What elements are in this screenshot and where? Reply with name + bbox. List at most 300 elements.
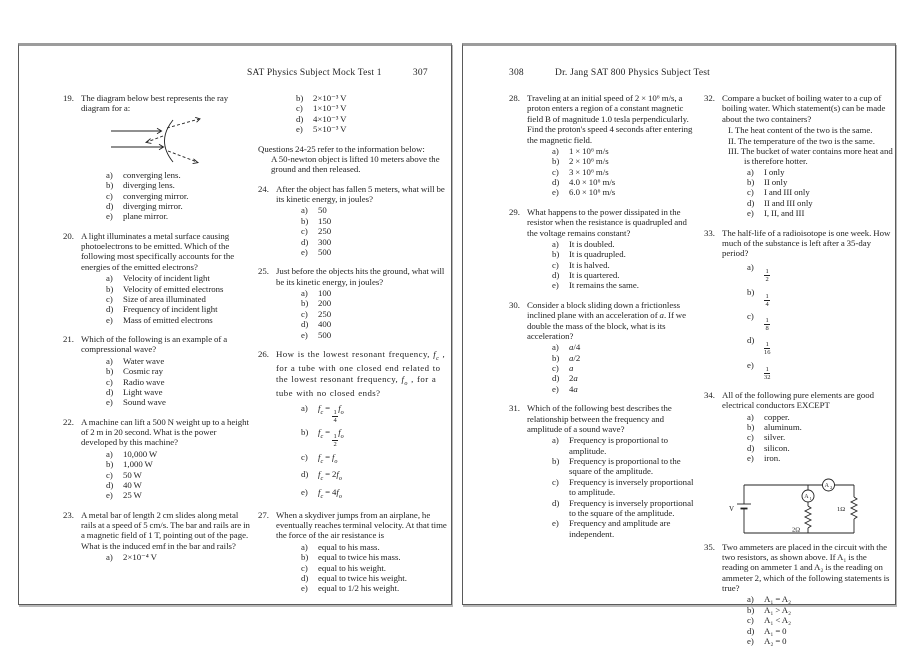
option-text: equal to 1/2 his weight.	[318, 583, 400, 594]
option-text: It is doubled.	[569, 238, 615, 249]
question-block	[258, 349, 447, 501]
option-text: a/4	[569, 342, 581, 353]
question-stem: How is the lowest resonant frequency, $f_c$ , for a tube with one closed end related to the lowest resonant frequency, $f_o$ , for a tube with no closed ends?	[276, 348, 446, 398]
option-label: d)	[552, 373, 560, 384]
option-item	[81, 211, 252, 221]
option-label: d)	[301, 319, 309, 330]
option-item	[81, 180, 252, 190]
option-label: d)	[747, 197, 755, 208]
option-text: II only	[764, 177, 788, 187]
option-item	[81, 490, 252, 500]
info-line: Questions 24-25 refer to the information below:	[258, 143, 425, 154]
option-item	[276, 452, 447, 466]
option-item	[81, 449, 252, 459]
option-label: e)	[301, 583, 308, 594]
question-block	[63, 510, 252, 563]
option-label: d)	[747, 625, 755, 636]
option-text: 250	[318, 226, 332, 237]
option-label: d)	[106, 479, 114, 490]
option-item	[276, 103, 447, 113]
question-stem: A metal bar of length 2 cm slides along metal rails at a speed of 5 cm/s. The bar and rails are in a magnetic field of 1 T, pointing out of the page. What is the induced emf in the bar and rails?	[81, 509, 250, 551]
option-text: $f_c$ = $\frac{1}{2}$ $f_o$	[318, 427, 344, 449]
option-text: 200	[318, 298, 332, 309]
option-text: Velocity of emitted electrons	[123, 283, 224, 294]
option-label: e)	[747, 635, 754, 646]
option-label: c)	[552, 363, 559, 373]
options-list	[527, 342, 698, 394]
option-label: e)	[106, 314, 113, 325]
option-item	[81, 377, 252, 387]
question-stem: Compare a bucket of boiling water to a cup of boiling water. Which statement(s) can be made about the two containers?	[722, 93, 886, 124]
option-label: d)	[552, 497, 560, 508]
running-title: Dr. Jang SAT 800 Physics Subject Test	[555, 68, 710, 78]
option-text: 100	[318, 288, 332, 298]
option-item	[527, 342, 698, 352]
option-label: a)	[552, 435, 559, 446]
option-text: diverging mirror.	[123, 200, 183, 211]
option-text: 300	[318, 236, 332, 247]
option-text: equal to twice his weight.	[318, 572, 407, 583]
question-body	[276, 510, 447, 594]
option-label: c)	[106, 293, 113, 304]
option-label: a)	[552, 145, 559, 156]
option-label: e)	[301, 246, 308, 257]
page-number: 308	[509, 68, 524, 78]
page-left	[18, 43, 452, 605]
option-label: a)	[747, 594, 754, 605]
option-label: c)	[552, 259, 559, 270]
column-left-2	[258, 93, 447, 603]
option-label: e)	[552, 187, 559, 198]
question-body	[722, 390, 893, 464]
option-label: a)	[747, 262, 754, 273]
question-body	[527, 207, 698, 291]
option-label: e)	[552, 518, 559, 529]
option-label: b)	[552, 456, 560, 466]
option-text: 400	[318, 319, 332, 330]
question-body	[81, 231, 252, 325]
option-item	[81, 315, 252, 325]
option-label: e)	[747, 208, 754, 219]
options-list	[722, 412, 893, 464]
option-item	[276, 124, 447, 134]
option-label: a)	[301, 541, 308, 552]
option-item	[722, 636, 893, 646]
question-number: 32.	[704, 93, 715, 103]
option-item	[276, 288, 447, 298]
question-body	[527, 300, 698, 394]
option-text: Light wave	[123, 386, 163, 397]
option-text: silver.	[764, 432, 786, 443]
option-item	[527, 187, 698, 197]
figure-circuit-diagram	[728, 473, 893, 539]
option-label: c)	[552, 166, 559, 177]
option-label: a)	[552, 342, 559, 353]
option-label: c)	[301, 226, 308, 237]
option-item	[527, 239, 698, 249]
option-text: 1×10⁻³ V	[313, 103, 347, 114]
option-item	[722, 287, 893, 308]
option-text: It is halved.	[569, 259, 610, 270]
option-text: A₁ = 0	[764, 625, 787, 636]
option-label: c)	[301, 308, 308, 319]
option-item	[276, 573, 447, 583]
option-label: d)	[301, 572, 309, 583]
option-text: 1,000 W	[123, 459, 153, 470]
option-text: Size of area illuminated	[123, 293, 206, 304]
question-stem: Which of the following is an example of a compressional wave?	[81, 334, 228, 355]
option-item	[527, 477, 698, 498]
option-text: $\frac{1}{2}$	[765, 268, 769, 284]
option-label: e)	[301, 486, 308, 497]
question-body	[81, 417, 252, 501]
question-stem: When a skydiver jumps from an airplane, he eventually reaches terminal velocity. At that time the force of the air resistance is	[276, 509, 447, 541]
question-stem: Two ammeters are placed in the circuit with the two resistors, as shown above. If A₁ is the reading on ammeter 1 and A₂ is the reading on ammeter 2, which of the following statements is true?	[722, 541, 890, 594]
option-item	[722, 615, 893, 625]
question-number: 29.	[509, 206, 520, 217]
question-stem: Consider a block sliding down a frictionless inclined plane with an acceleration of a. If we double the mass of the block, what is its acceleration?	[527, 299, 687, 341]
option-text: Frequency and amplitude are independent.	[569, 518, 671, 539]
question-block	[704, 390, 893, 464]
options-list	[527, 435, 698, 539]
option-label: d)	[301, 469, 309, 480]
option-text: diverging lens.	[123, 180, 175, 191]
question-body	[527, 93, 698, 198]
option-item	[276, 309, 447, 319]
option-item	[722, 605, 893, 615]
option-label: d)	[301, 236, 309, 247]
question-number: 22.	[63, 416, 74, 427]
option-label: c)	[296, 103, 303, 114]
option-item	[276, 298, 447, 308]
option-text: Radio wave	[123, 376, 165, 387]
option-text: 40 W	[123, 479, 142, 490]
info-line: A 50-newton object is lifted 10 meters above the ground and then released.	[271, 153, 440, 175]
option-text: 2a	[569, 373, 578, 384]
question-body	[722, 93, 893, 219]
option-text: $f_c = 4f_o$	[318, 486, 342, 500]
question-number: 34.	[704, 389, 715, 400]
option-label: e)	[747, 359, 754, 370]
option-label: b)	[301, 298, 309, 309]
option-item	[81, 470, 252, 480]
option-label: c)	[552, 476, 559, 487]
option-text: 500	[318, 329, 332, 340]
option-item	[276, 469, 447, 483]
statement-line: I. The heat content of the two is the same.	[728, 125, 873, 136]
question-number: 25.	[258, 266, 269, 277]
option-item	[527, 384, 698, 394]
figure-ray-diagram	[97, 117, 252, 165]
question-stem: Which of the following best describes the relationship between the frequency and amplitude of a sound wave?	[527, 403, 672, 434]
options-list	[722, 594, 893, 646]
option-text: Cosmic ray	[123, 366, 164, 377]
option-text: copper.	[764, 411, 790, 422]
option-label: c)	[301, 562, 308, 573]
question-body	[722, 542, 893, 647]
option-item	[527, 280, 698, 290]
option-text: II and III only	[764, 197, 813, 208]
question-block	[509, 207, 698, 291]
option-item	[81, 284, 252, 294]
question-body	[722, 228, 893, 381]
question-number: 24.	[258, 183, 269, 194]
option-item	[527, 498, 698, 519]
option-item	[527, 363, 698, 373]
option-item	[81, 294, 252, 304]
option-item	[81, 366, 252, 376]
svg-text:1Ω: 1Ω	[837, 505, 846, 513]
option-text: 25 W	[123, 490, 142, 501]
option-label: b)	[301, 427, 309, 438]
option-item	[276, 237, 447, 247]
option-item	[527, 177, 698, 187]
option-item	[81, 552, 252, 562]
option-item	[81, 356, 252, 366]
option-label: b)	[301, 215, 309, 226]
question-number: 19.	[63, 93, 74, 103]
question-block	[258, 266, 447, 340]
svg-text:2Ω: 2Ω	[792, 526, 801, 534]
option-label: c)	[106, 190, 113, 201]
option-label: a)	[301, 402, 308, 413]
option-label: a)	[106, 273, 113, 284]
option-label: d)	[106, 200, 114, 211]
option-text: equal to his mass.	[318, 541, 380, 552]
option-item	[527, 353, 698, 363]
question-number: 23.	[63, 509, 74, 520]
option-label: c)	[106, 469, 113, 480]
option-label: a)	[552, 238, 559, 249]
question-body	[276, 266, 447, 340]
option-text: converging mirror.	[123, 190, 189, 201]
option-item	[722, 453, 893, 463]
option-item	[722, 208, 893, 218]
option-label: a)	[106, 552, 113, 563]
option-text: 2×10⁻³ V	[313, 93, 347, 103]
option-label: c)	[301, 451, 308, 462]
option-item	[276, 563, 447, 573]
option-label: b)	[106, 180, 114, 191]
options-list	[527, 146, 698, 198]
option-text: $\frac{1}{16}$	[764, 341, 771, 357]
question-block	[704, 228, 893, 381]
options-list	[81, 273, 252, 325]
option-item	[276, 330, 447, 340]
option-label: c)	[747, 311, 754, 322]
options-list	[81, 552, 252, 562]
question-block	[63, 417, 252, 501]
svg-text:1: 1	[809, 495, 812, 501]
option-label: b)	[747, 422, 755, 433]
option-text: Frequency is proportional to the square of the amplitude.	[569, 456, 681, 477]
option-item	[527, 146, 698, 156]
option-text: 2 × 10⁶ m/s	[569, 156, 609, 167]
option-text: equal to his weight.	[318, 562, 386, 573]
option-label: a)	[106, 448, 113, 459]
option-text: $f_c = 2f_o$	[318, 469, 342, 482]
option-label: e)	[106, 490, 113, 501]
question-block	[63, 93, 252, 222]
question-block	[63, 334, 252, 408]
question-block	[509, 403, 698, 539]
statement-line: III. The bucket of water contains more heat and is therefore hotter.	[728, 145, 893, 167]
question-body	[276, 349, 447, 501]
options-list	[276, 205, 447, 257]
option-item	[722, 335, 893, 356]
option-label: a)	[747, 166, 754, 177]
question-number: 27.	[258, 509, 269, 520]
page-right-header	[509, 68, 710, 78]
option-item	[722, 177, 893, 187]
option-text: a/2	[569, 352, 581, 363]
option-text: It is quartered.	[569, 270, 620, 280]
option-item	[527, 260, 698, 270]
option-label: e)	[106, 397, 113, 408]
option-item	[527, 456, 698, 477]
option-text: aluminum.	[764, 422, 802, 433]
option-label: d)	[106, 304, 114, 315]
question-number: 26.	[258, 348, 269, 359]
option-label: b)	[106, 459, 114, 470]
option-text: Velocity of incident light	[123, 273, 210, 284]
question-body	[527, 403, 698, 539]
option-text: 500	[318, 246, 332, 257]
svg-text:A: A	[804, 493, 809, 500]
running-title: SAT Physics Subject Mock Test 1	[247, 68, 382, 78]
option-text: Frequency is inversely proportional to the square of the amplitude.	[569, 497, 694, 518]
question-block	[509, 93, 698, 198]
question-number	[258, 93, 276, 135]
circuit-diagram-svg	[728, 473, 860, 539]
option-label: d)	[296, 113, 304, 124]
option-label: b)	[747, 286, 755, 297]
option-item	[722, 422, 893, 432]
option-text: $f_c$ = $\frac{1}{4}$ $f_o$	[318, 402, 344, 424]
option-text: I only	[764, 166, 785, 177]
question-block	[704, 93, 893, 219]
option-item	[81, 191, 252, 201]
option-label: b)	[747, 177, 755, 187]
option-item	[81, 273, 252, 283]
option-text: I, II, and III	[764, 208, 805, 219]
option-label: a)	[747, 411, 754, 422]
option-text: 150	[318, 215, 332, 226]
option-text: It remains the same.	[569, 280, 639, 291]
option-text: Mass of emitted electrons	[123, 314, 213, 325]
question-number: 31.	[509, 403, 520, 414]
option-item	[527, 373, 698, 383]
question-stem: A machine can lift a 500 N weight up to a height of 2 m in 20 second. What is the power developed by this machine?	[81, 416, 249, 448]
options-list	[81, 170, 252, 222]
options-list	[276, 403, 447, 501]
ray-diagram-svg	[97, 117, 217, 165]
options-list	[81, 449, 252, 501]
option-item	[81, 201, 252, 211]
option-text: 4.0 × 10⁶ m/s	[569, 177, 616, 187]
option-item	[722, 262, 893, 283]
option-text: 50	[318, 205, 327, 216]
option-text: Frequency is inversely proportional to amplitude.	[569, 476, 694, 498]
option-text: $f_c = f_o$	[318, 451, 338, 465]
option-text: equal to twice his mass.	[318, 552, 401, 563]
option-label: b)	[106, 283, 114, 294]
option-text: $\frac{1}{32}$	[764, 365, 771, 381]
option-text: iron.	[764, 453, 781, 464]
page-right-content	[509, 93, 893, 655]
page-number: 307	[412, 68, 428, 78]
option-item	[81, 459, 252, 469]
option-item	[722, 443, 893, 453]
options-list	[527, 239, 698, 291]
options-list	[276, 288, 447, 340]
option-item	[722, 594, 893, 604]
svg-text:V: V	[729, 504, 735, 513]
question-block	[258, 510, 447, 594]
option-text: Frequency is proportional to amplitude.	[569, 435, 669, 456]
option-label: c)	[106, 376, 113, 387]
option-label: a)	[106, 169, 113, 180]
option-item	[276, 487, 447, 501]
option-text: 2×10⁻⁴ V	[123, 552, 157, 563]
option-label: a)	[301, 205, 308, 216]
question-number: 30.	[509, 299, 520, 310]
option-item	[276, 216, 447, 226]
question-body	[81, 510, 252, 563]
column-left-1	[63, 93, 252, 603]
option-text: plane mirror.	[123, 211, 169, 222]
option-text: 10,000 W	[123, 448, 158, 459]
option-item	[81, 170, 252, 180]
option-label: d)	[552, 270, 560, 280]
options-list	[722, 262, 893, 381]
option-label: d)	[747, 335, 755, 346]
option-item	[722, 311, 893, 332]
question-stem: Traveling at an initial speed of 2 × 10⁶ m/s, a proton enters a region of a constant magnetic field B of magnitude 1.0 tesla perpendicularly. Find the proton's speed 4 seconds after entering the magnetic field.	[527, 93, 693, 145]
option-item	[276, 583, 447, 593]
option-label: d)	[106, 386, 114, 397]
option-item	[722, 187, 893, 197]
option-text: $\frac{1}{8}$	[765, 316, 769, 332]
option-text: 1 × 10⁶ m/s	[569, 145, 609, 156]
option-label: c)	[747, 187, 754, 198]
option-item	[276, 427, 447, 448]
option-item	[527, 270, 698, 280]
option-item	[81, 397, 252, 407]
option-text: A₁ < A₂	[764, 615, 792, 626]
page-left-header	[247, 68, 428, 78]
option-text: A₂ = 0	[764, 635, 787, 646]
option-label: e)	[552, 383, 559, 394]
question-body	[81, 334, 252, 408]
question-stem: Just before the objects hits the ground, what will be its kinetic energy, in joules?	[276, 266, 445, 287]
option-item	[81, 387, 252, 397]
option-label: a)	[106, 355, 113, 366]
option-label: b)	[106, 366, 114, 377]
option-text: A₁ = A₂	[764, 594, 792, 605]
option-label: e)	[552, 280, 559, 291]
page-right	[462, 43, 896, 646]
question-number: 20.	[63, 230, 74, 241]
question-stem: After the object has fallen 5 meters, what will be its kinetic energy, in joules?	[276, 183, 445, 204]
option-text: 6.0 × 10⁶ m/s	[569, 187, 616, 198]
option-item	[276, 205, 447, 215]
option-item	[722, 626, 893, 636]
question-body	[276, 184, 447, 258]
option-item	[276, 542, 447, 552]
question-block	[509, 300, 698, 394]
question-number: 28.	[509, 93, 520, 103]
